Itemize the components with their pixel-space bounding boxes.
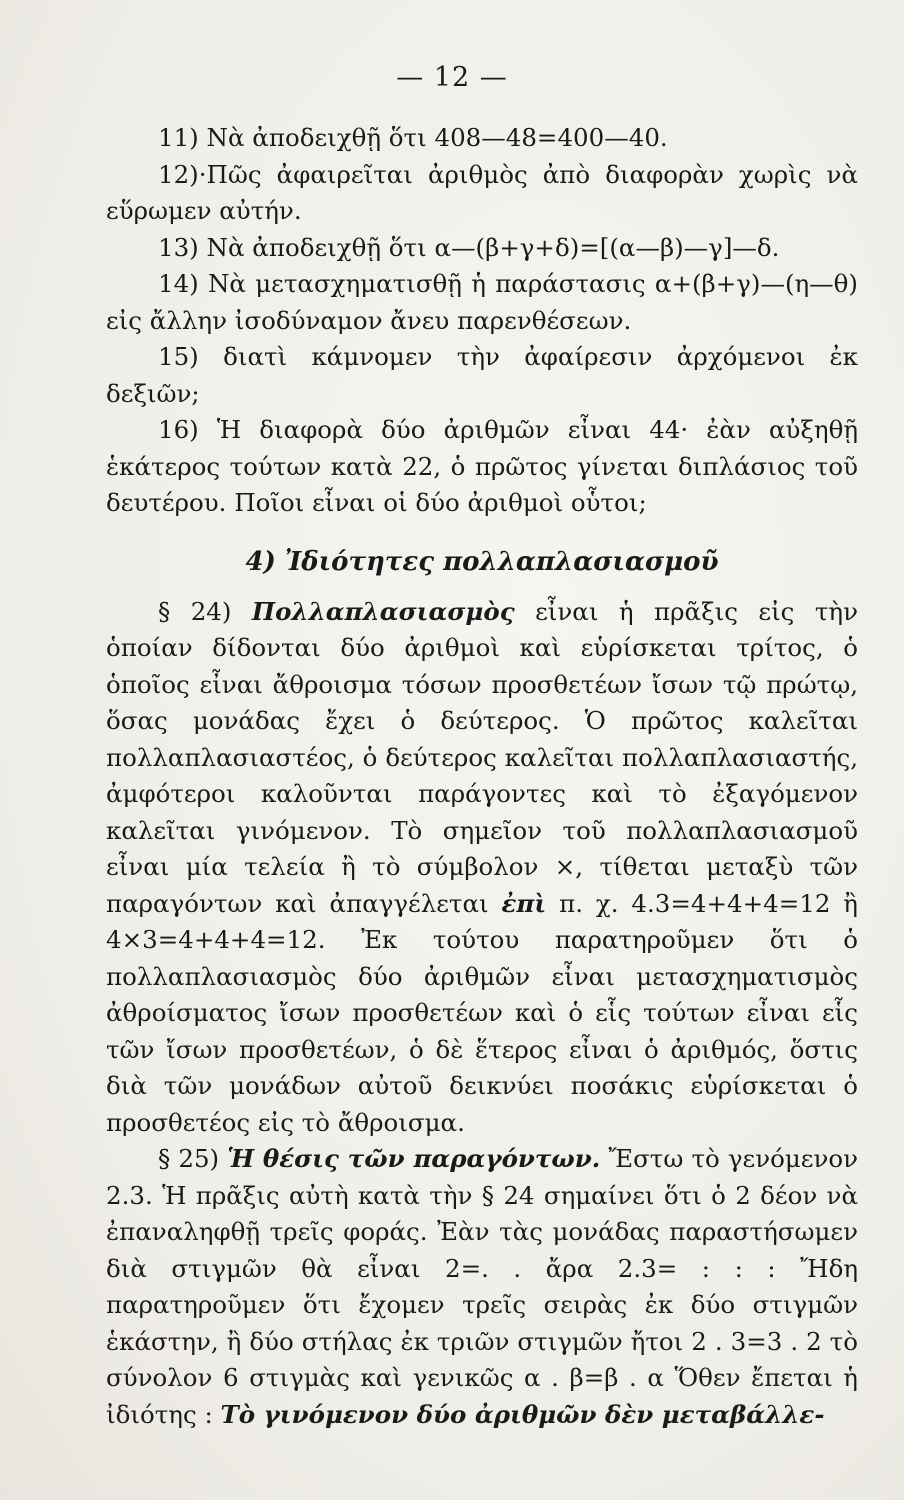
p24-body: εἶναι ἡ πρᾶξις εἰς τὴν ὁποίαν δίδονται δύο ἀριθμοὶ καὶ εὑρίσκεται τρίτος, ὁ ὁποῖος εἶναι ἄθροισμα τόσων προσθετέων ἴσων τῷ πρώτῳ, ὅσας μονάδας ἔχει ὁ δεύτερος. Ὁ πρῶτος καλεῖται πολλαπλασιαστέος, ὁ δεύτερος καλεῖται πολλαπλασιαστής, ἀμφότεροι καλοῦνται παράγοντες καὶ τὸ ἐξαγόμενον καλεῖται γινόμενον. Τὸ σημεῖον τοῦ πολλαπλασιασμοῦ εἶναι μία τελεία ἢ τὸ σύμβολον ×, τίθεται μεταξὺ τῶν παραγόντων καὶ ἀπαγγέλεται	[106, 596, 858, 918]
section-heading: 4) Ἰδιότητες πολλαπλασιασμοῦ	[245, 546, 719, 577]
exercise-11: 11) Νὰ ἀποδειχθῇ ὅτι 408—48=400—40.	[158, 123, 668, 152]
exercise-12: 12)·Πῶς ἀφαιρεῖται ἀριθμὸς ἀπὸ διαφορὰν χωρὶς νὰ εὕρωμεν αὐτήν.	[106, 159, 858, 225]
exercise-15: 15) διατὶ κάμνομεν τὴν ἀφαίρεσιν ἀρχόμενοι ἐκ δεξιῶν;	[106, 342, 858, 408]
exercise-13: 13) Νὰ ἀποδειχθῇ ὅτι α—(β+γ+δ)=[(α—β)—γ]—δ.	[158, 232, 780, 262]
p24-epi: ἐπὶ	[501, 888, 547, 918]
p24-body2: π. χ. 4.3=4+4+4=12 ἢ 4×3=4+4+4=12. Ἐκ τούτου παρατηροῦμεν ὅτι ὁ πολλαπλασιασμὸς δύο ἀριθμῶν εἶναι μετασχηματισμὸς ἀθροίσματος ἴσων προσθετέων καὶ ὁ εἷς τούτων εἶναι εἷς τῶν ἴσων προσθετέων, ὁ δὲ ἕτερος εἶναι ὁ ἀριθμός, ὅστις διὰ τῶν μονάδων αὐτοῦ δεικνύει ποσάκις εὑρίσκεται ὁ προσθετέος εἰς τὸ ἄθροισμα.	[106, 888, 858, 1137]
p25-body: Ἔστω τὸ γενόμενον 2.3. Ἡ πρᾶξις αὐτὴ κατὰ τὴν § 24 σημαίνει ὅτι ὁ 2 δέον νὰ ἐπαναληφθῇ τρεῖς φοράς. Ἐὰν τὰς μονάδας παραστήσωμεν διὰ στιγμῶν θὰ εἶναι 2=. . ἄρα 2.3= : : : Ἤδη παρατηροῦμεν ὅτι ἔχομεν τρεῖς σειρὰς ἐκ δύο στιγμῶν ἑκάστην, ἢ δύο στήλας ἐκ τριῶν στιγμῶν ἤτοι 2 . 3=3 . 2 τὸ σύνολον 6 στιγμὰς καὶ γενικῶς α . β=β . α Ὅθεν ἔπεται ἡ ἰδιότης :	[106, 1144, 858, 1429]
p24-lead: § 24)	[158, 596, 252, 626]
p25-lead: § 25)	[158, 1144, 228, 1173]
page-number: — 12 —	[396, 62, 508, 93]
p24-term: Πολλαπλασιασμὸς	[251, 596, 515, 626]
paragraph-25	[106, 1141, 858, 1433]
exercise-16: 16) Ἡ διαφορὰ δύο ἀριθμῶν εἶναι 44· ἐὰν αὐξηθῇ ἑκάτερος τούτων κατὰ 22, ὁ πρῶτος γίνεται διπλάσιος τοῦ δευτέρου. Ποῖοι εἶναι οἱ δύο ἀριθμοὶ οὗτοι;	[106, 415, 858, 517]
exercise-14: 14) Νὰ μετασχηματισθῇ ἡ παράστασις α+(β+γ)—(η—θ) εἰς ἄλλην ἰσοδύναμον ἄνευ παρενθέσεων.	[106, 269, 858, 335]
paragraph-24	[106, 594, 858, 1142]
p25-rule: Τὸ γινόμενον δύο ἀριθμῶν δὲν μεταβάλλε-	[220, 1399, 825, 1429]
p25-term: Ἡ θέσις τῶν παραγόντων.	[227, 1144, 601, 1173]
text-block	[106, 120, 858, 1433]
